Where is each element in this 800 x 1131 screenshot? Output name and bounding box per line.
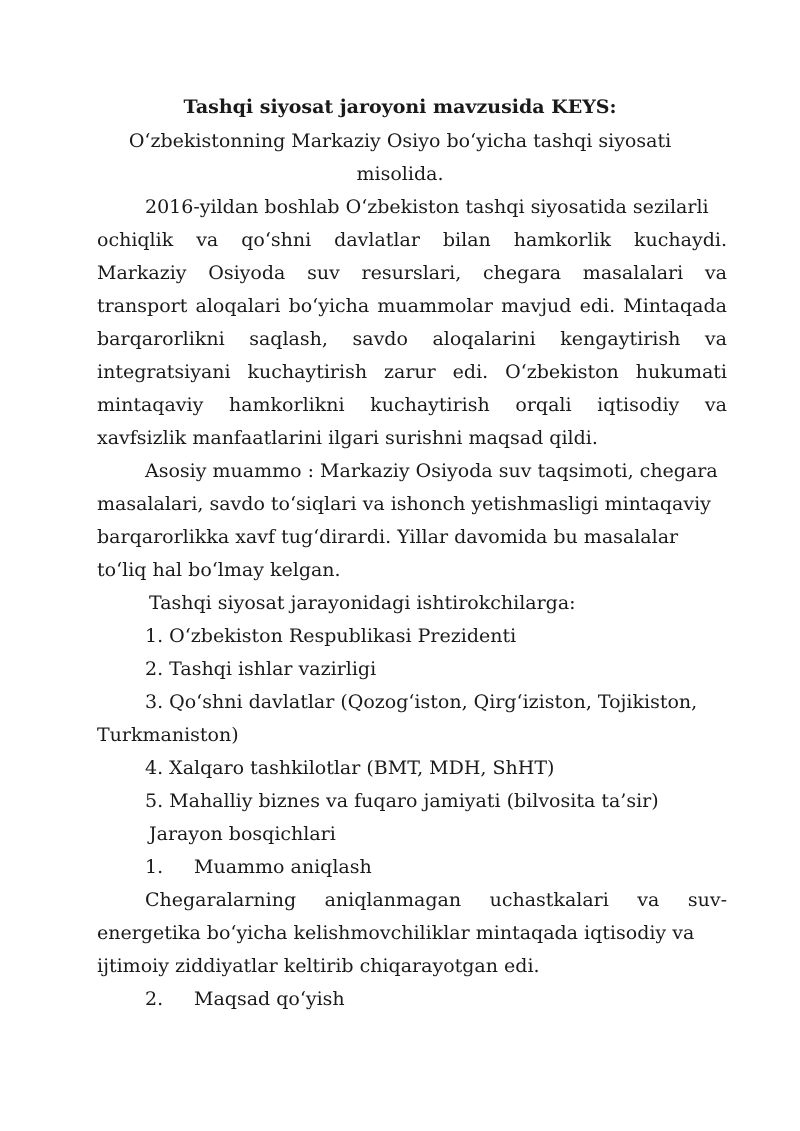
- document-subtitle-line-2: misolida.: [356, 163, 444, 185]
- intro-line-6: integratsiyani kuchaytirish zarur edi. O‘zbekiston hukumati: [97, 361, 727, 383]
- intro-line-8: xavfsizlik manfaatlarini ilgari surishni maqsad qildi.: [97, 427, 598, 449]
- stage-1-text-line-1: Chegaralarning aniqlanmagan uchastkalari va suv-: [145, 889, 727, 911]
- document-title: Tashqi siyosat jaroyoni mavzusida KEYS:: [183, 96, 617, 118]
- problem-line-1: Asosiy muammo : Markaziy Osiyoda suv taqsimoti, chegara: [145, 460, 718, 482]
- stage-2-heading: [145, 987, 345, 1011]
- stage-1-title: Muammo aniqlash: [194, 856, 372, 878]
- participant-item-1: 1. O‘zbekiston Respublikasi Prezidenti: [145, 625, 517, 647]
- participant-item-3-continued: Turkmaniston): [97, 724, 239, 746]
- document-subtitle-line-1: O‘zbekistonning Markaziy Osiyo bo‘yicha tashqi siyosati: [128, 130, 672, 152]
- problem-line-4: to‘liq hal bo‘lmay kelgan.: [97, 559, 341, 581]
- participant-item-2: 2. Tashqi ishlar vazirligi: [145, 658, 377, 680]
- participant-item-4: 4. Xalqaro tashkilotlar (BMT, MDH, ShHT): [145, 757, 555, 779]
- participant-item-5: 5. Mahalliy biznes va fuqaro jamiyati (bilvosita ta’sir): [145, 790, 659, 812]
- participant-item-3: 3. Qo‘shni davlatlar (Qozog‘iston, Qirg‘iziston, Tojikiston,: [145, 691, 698, 713]
- intro-line-4: transport aloqalari bo‘yicha muammolar mavjud edi. Mintaqada: [97, 295, 727, 317]
- stage-1-text-line-2: energetika bo‘yicha kelishmovchiliklar mintaqada iqtisodiy va: [97, 922, 695, 944]
- intro-line-5: barqarorlikni saqlash, savdo aloqalarini kengaytirish va: [97, 328, 727, 350]
- stage-1-text-line-3: ijtimoiy ziddiyatlar keltirib chiqarayotgan edi.: [97, 955, 540, 977]
- stage-1-number: 1.: [145, 856, 164, 878]
- intro-line-7: mintaqaviy hamkorlikni kuchaytirish orqali iqtisodiy va: [97, 394, 727, 416]
- stage-2-number: 2.: [145, 988, 164, 1010]
- stages-heading: Jarayon bosqichlari: [149, 823, 336, 845]
- participants-heading: Tashqi siyosat jarayonidagi ishtirokchilarga:: [149, 592, 576, 614]
- intro-line-2: ochiqlik va qo‘shni davlatlar bilan hamkorlik kuchaydi.: [97, 229, 727, 251]
- intro-line-3: Markaziy Osiyoda suv resurslari, chegara masalalari va: [97, 262, 727, 284]
- stage-1-heading: [145, 855, 372, 879]
- intro-line-1: 2016-yildan boshlab O‘zbekiston tashqi siyosatida sezilarli: [145, 196, 709, 218]
- problem-line-2: masalalari, savdo to‘siqlari va ishonch yetishmasligi mintaqaviy: [97, 493, 711, 515]
- problem-line-3: barqarorlikka xavf tug‘dirardi. Yillar davomida bu masalalar: [97, 526, 679, 548]
- stage-2-title: Maqsad qo‘yish: [194, 988, 345, 1010]
